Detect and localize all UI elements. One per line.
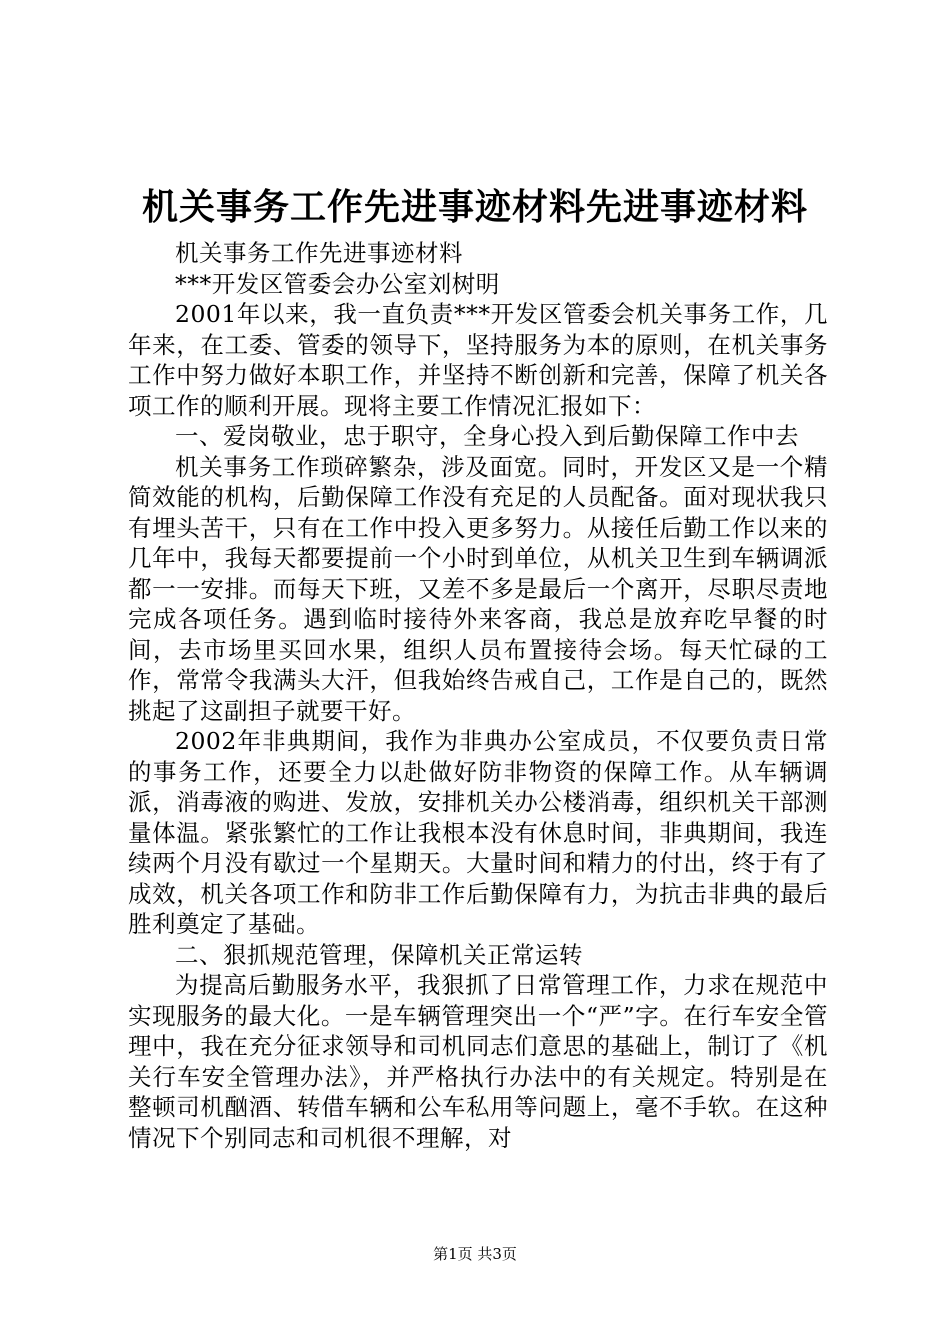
document-body xyxy=(128,238,828,1153)
section-heading: 一、爱岗敬业，忠于职守，全身心投入到后勤保障工作中去 xyxy=(175,422,799,450)
body-paragraph: 为提高后勤服务水平，我狠抓了日常管理工作，力求在规范中实现服务的最大化。一是车辆管理突出一个“严”字。在行车安全管理中，我在充分征求领导和司机同志们意思的基础上，制订了《机关行车安全管理办法》，并严格执行办法中的有关规定。特别是在整顿司机酗酒、转借车辆和公车私用等问题上，毫不手软。在这种情况下个别同志和司机很不理解，对 xyxy=(128,971,828,1152)
body-paragraph: 2002年非典期间，我作为非典办公室成员，不仅要负责日常的事务工作，还要全力以赴做好防非物资的保障工作。从车辆调派，消毒液的购进、发放，安排机关办公楼消毒，组织机关干部测量体温。紧张繁忙的工作让我根本没有休息时间，非典期间，我连续两个月没有歇过一个星期天。大量时间和精力的付出，终于有了成效，机关各项工作和防非工作后勤保障有力，为抗击非典的最后胜利奠定了基础。 xyxy=(128,727,828,938)
page-footer: 第1页 共3页 xyxy=(433,1245,517,1263)
document-title: 机关事务工作先进事迹材料先进事迹材料 xyxy=(141,187,808,228)
author-paragraph: ***开发区管委会办公室刘树明 xyxy=(175,269,500,298)
body-paragraph: 机关事务工作琐碎繁杂，涉及面宽。同时，开发区又是一个精简效能的机构，后勤保障工作没有充足的人员配备。面对现状我只有埋头苦干，只有在工作中投入更多努力。从接任后勤工作以来的几年中，我每天都要提前一个小时到单位，从机关卫生到车辆调派都一一安排。而每天下班，又差不多是最后一个离开，尽职尽责地完成各项任务。遇到临时接待外来客商，我总是放弃吃早餐的时间，去市场里买回水果，组织人员布置接待会场。每天忙碌的工作，常常令我满头大汗，但我始终告戒自己，工作是自己的，既然挑起了这副担子就要干好。 xyxy=(128,452,828,725)
subtitle-paragraph: 机关事务工作先进事迹材料 xyxy=(175,239,463,267)
section-heading: 二、狠抓规范管理，保障机关正常运转 xyxy=(175,940,583,969)
body-paragraph: 2001年以来，我一直负责***开发区管委会机关事务工作，几年来，在工委、管委的领导下，坚持服务为本的原则，在机关事务工作中努力做好本职工作，并坚持不断创新和完善，保障了机关各项工作的顺利开展。现将主要工作情况汇报如下： xyxy=(128,300,828,420)
